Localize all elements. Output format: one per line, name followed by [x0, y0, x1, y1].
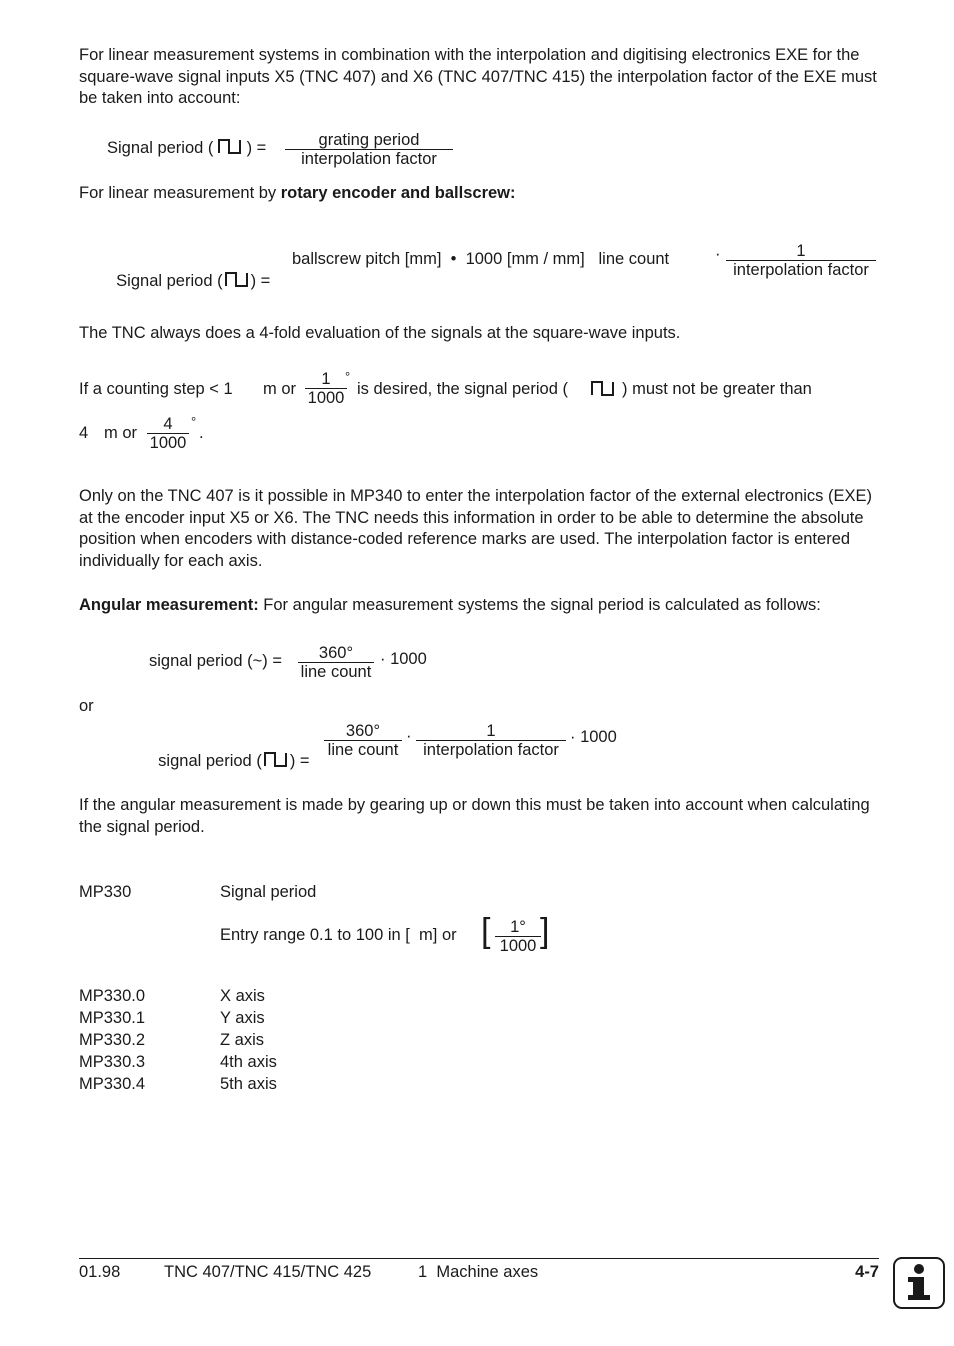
mp-item-code: MP330.2 [79, 1031, 146, 1049]
mp-item-code: MP330.4 [79, 1075, 146, 1093]
fraction-angular-2 [416, 722, 566, 759]
counting-text-a: If a counting step < 1 [79, 380, 233, 398]
mp-item-axis: X axis [220, 987, 265, 1005]
mp-item-axis: Y axis [220, 1009, 265, 1027]
fraction-numerator: 1 [726, 242, 876, 261]
footer-date: 01.98 [79, 1263, 121, 1281]
fraction-denominator: 1000 [499, 937, 537, 955]
bracket-right-icon: ] [540, 912, 550, 950]
rotary-prefix: For linear measurement by [79, 184, 281, 202]
or-text: or [79, 697, 94, 715]
mp-item-axis: Z axis [220, 1031, 265, 1049]
fraction-angular-1 [324, 722, 402, 759]
fraction-numerator: 4 [147, 415, 189, 434]
gearing-paragraph: If the angular measurement is made by gearing up or down this must be taken into account when calculating the signal period. [79, 796, 870, 836]
rotary-paragraph [79, 183, 884, 205]
fraction-denominator: interpolation factor [733, 261, 869, 279]
bracket-left-icon: [ [481, 912, 491, 950]
fraction-numerator: 1 [305, 370, 347, 389]
multiply-dot: · [406, 727, 412, 745]
fraction-range [495, 918, 541, 955]
info-icon [893, 1257, 945, 1309]
formula-ballscrew-terms: ballscrew pitch [mm] • 1000 [mm / mm] line count [292, 250, 670, 268]
formula-angular-rhs: · 1000 [380, 650, 427, 668]
mp-range-text: Entry range 0.1 to 100 in [ m] or [220, 926, 457, 944]
counting-text-c: is desired, the signal period ( [357, 380, 568, 398]
fraction-grating [285, 131, 453, 168]
fraction-counting [305, 370, 347, 407]
counting-text-b: m or [263, 380, 296, 398]
mp-item-axis: 5th axis [220, 1075, 277, 1093]
formula-lhs-label: signal period ( [158, 751, 262, 770]
tnc407-paragraph: Only on the TNC 407 is it possible in MP340 to enter the interpolation factor of the external electronics (EXE) at the encoder input X5 or X6. The TNC needs this information in order to be able to determine the absolute position when encoders with distance-coded reference marks are used. The interpolation factor is entered individually for each axis. [79, 487, 873, 570]
angular-rest: For angular measurement systems the signal period is calculated as follows: [258, 596, 821, 614]
mp-item-code: MP330.3 [79, 1053, 146, 1071]
footer-rule [79, 1258, 879, 1259]
angular-paragraph [79, 595, 884, 617]
formula-angular-rhs: · 1000 [570, 728, 617, 746]
multiply-dot: · [715, 245, 721, 263]
formula-angular-square [149, 729, 310, 772]
fraction-denominator: interpolation factor [423, 741, 559, 759]
degree-symbol: ° [345, 369, 351, 384]
counting-text-f: m or [104, 424, 137, 442]
angular-bold: Angular measurement: [79, 596, 259, 614]
fourfold-paragraph: The TNC always does a 4-fold evaluation of the signals at the square-wave inputs. [79, 324, 681, 342]
counting-text-e: 4 [79, 424, 89, 442]
mp-title: Signal period [220, 883, 317, 901]
fraction-denominator: line count [300, 663, 372, 681]
fraction-angular [298, 644, 374, 681]
mp-item-code: MP330.1 [79, 1009, 146, 1027]
formula-lhs-close: ) = [250, 271, 271, 290]
formula-angular-lhs: signal period (~) = [149, 652, 282, 670]
formula-grating [107, 138, 266, 160]
degree-symbol: ° [191, 414, 197, 429]
formula-lhs-label: Signal period ( [107, 139, 214, 157]
mp-code: MP330 [79, 883, 132, 901]
formula-lhs-close: ) = [289, 751, 310, 770]
footer-chapter: 1 Machine axes [418, 1263, 539, 1281]
counting-text-g: . [199, 424, 204, 442]
fraction-numerator: grating period [285, 131, 453, 150]
footer-model: TNC 407/TNC 415/TNC 425 [164, 1263, 372, 1281]
fraction-numerator: 1° [495, 918, 541, 937]
fraction-max [147, 415, 189, 452]
fraction-interpolation [726, 242, 876, 279]
square-wave-icon [218, 139, 242, 154]
fraction-numerator: 360° [298, 644, 374, 663]
intro-paragraph: For linear measurement systems in combination with the interpolation and digitising electronics EXE for the square-wave signal inputs X5 (TNC 407) and X6 (TNC 407/TNC 415) the interpolation factor of the EXE must be taken into account: [79, 46, 877, 107]
fraction-numerator: 1 [416, 722, 566, 741]
fraction-numerator: 360° [324, 722, 402, 741]
mp-item-axis: 4th axis [220, 1053, 277, 1071]
square-wave-icon [225, 272, 249, 287]
mp-item-code: MP330.0 [79, 987, 146, 1005]
fraction-denominator: 1000 [149, 434, 187, 452]
square-wave-icon [264, 752, 288, 767]
fraction-denominator: 1000 [307, 389, 345, 407]
square-wave-icon [591, 381, 615, 396]
formula-lhs-close: ) = [246, 139, 267, 157]
formula-lhs-label: Signal period ( [116, 271, 223, 290]
rotary-bold: rotary encoder and ballscrew: [280, 184, 516, 202]
fraction-denominator: line count [327, 741, 399, 759]
page-number: 4-7 [855, 1263, 879, 1281]
formula-ballscrew [107, 249, 270, 292]
fraction-denominator: interpolation factor [301, 150, 437, 168]
counting-text-d: ) must not be greater than [622, 380, 812, 398]
